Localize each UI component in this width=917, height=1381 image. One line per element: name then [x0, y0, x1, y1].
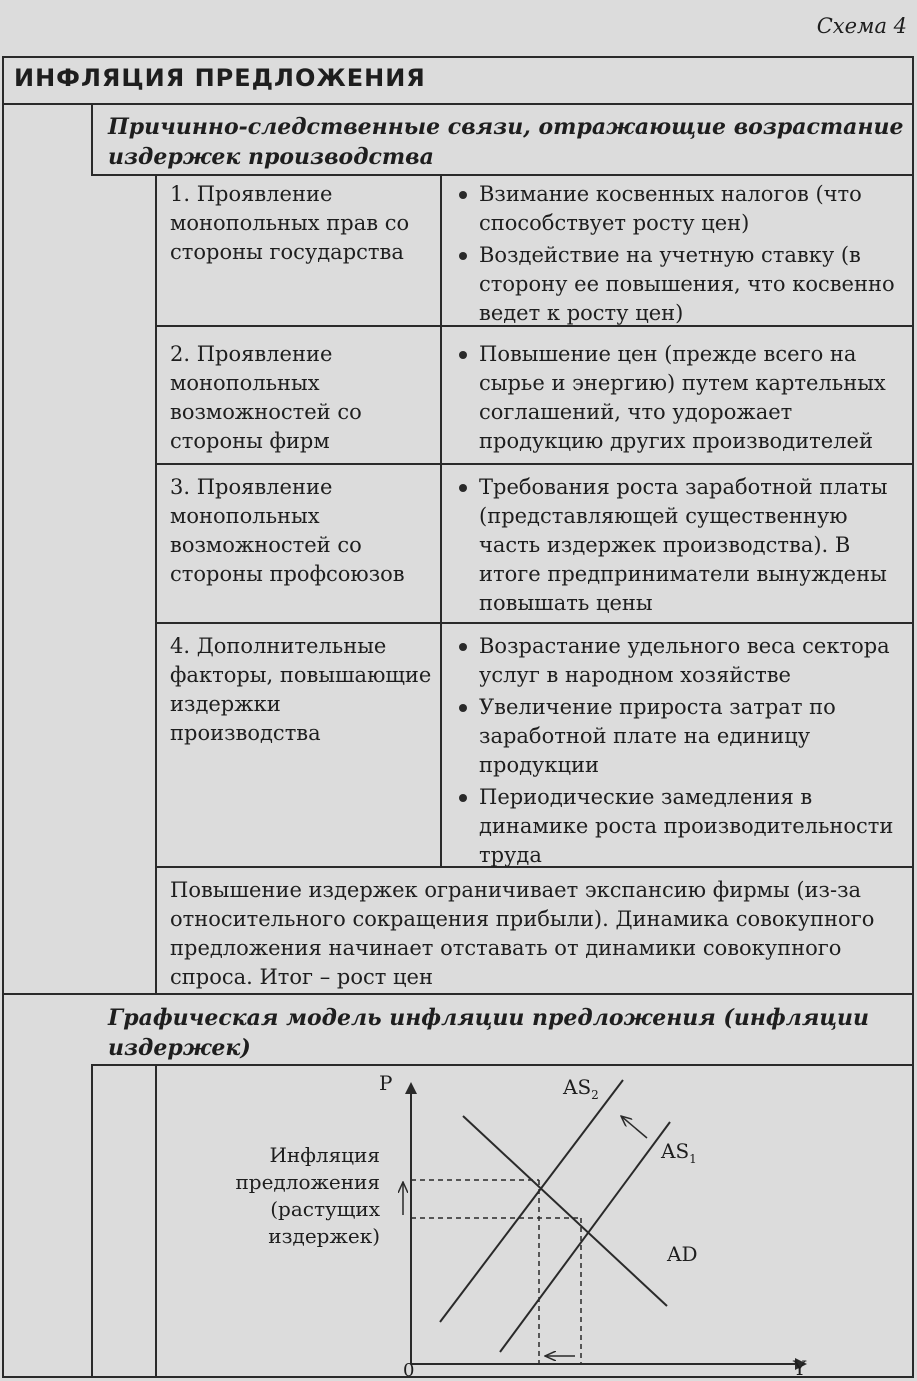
axis-label-p: P [379, 1071, 393, 1095]
supply-shift-arrow [621, 1116, 647, 1138]
divider-section1-left [91, 103, 93, 175]
graph-side-label: Инфляция предложения (растущих издержек) [235, 1143, 380, 1248]
row3-cause: 3. Проявление монопольных возможностей со стороны профсоюзов [170, 475, 405, 586]
row2-effects [455, 340, 905, 459]
divider-section2-bottom [91, 1064, 914, 1066]
row2-effect: Повышение цен (прежде всего на сырье и энергию) путем картельных соглашений, что удорожает продукцию других производителей [455, 340, 905, 456]
divider-graph-outer [91, 1064, 93, 1378]
divider-summary [2, 993, 914, 995]
summary-text: Повышение издержек ограничивает экспансию фирмы (из-за относительного сокращения прибыли). Динамика совокупного предложения начинает отставать от динамики совокупного спроса. Итог – рост цен [170, 878, 875, 989]
axis-label-y: Y [793, 1356, 807, 1380]
divider-table-middle [440, 174, 442, 867]
row4-effect: Возрастание удельного веса сектора услуг в народном хозяйстве [455, 632, 905, 690]
divider-graph-left [155, 1064, 157, 1378]
ad-curve [463, 1116, 667, 1306]
supply-inflation-graph [379, 1070, 815, 1381]
row3-effect: Требования роста заработной платы (представляющей существенную часть издержек производства). В итоге предприниматели вынуждены повышать цены [455, 473, 905, 618]
page-title: ИНФЛЯЦИЯ ПРЕДЛОЖЕНИЯ [14, 64, 426, 92]
section1-title: Причинно-следственные связи, отражающие возрастание издержек производства [108, 114, 904, 170]
row3-effects [455, 473, 905, 621]
row1-cause: 1. Проявление монопольных прав со стороны государства [170, 182, 410, 264]
as1-label: $AS_1$ [661, 1139, 697, 1166]
as2-label: $AS_2$ [563, 1075, 599, 1102]
row2-cause: 2. Проявление монопольных возможностей со стороны фирм [170, 342, 362, 453]
as2-curve [440, 1080, 623, 1322]
origin-label: 0 [403, 1360, 415, 1381]
row4-effect: Увеличение прироста затрат по заработной плате на единицу продукции [455, 693, 905, 780]
row4-effect: Периодические замедления в динамике роста производительности труда [455, 783, 905, 870]
row1-effects [455, 180, 905, 331]
divider-table-left [155, 174, 157, 994]
row1-effect: Воздействие на учетную ставку (в сторону ее повышения, что косвенно ведет к росту цен) [455, 241, 905, 328]
row1-effect: Взимание косвенных налогов (что способствует росту цен) [455, 180, 905, 238]
as1-curve [500, 1122, 670, 1352]
divider-row3 [155, 622, 914, 624]
ad-label: AD [667, 1242, 698, 1266]
divider-section1-bottom [91, 174, 914, 176]
divider-title [2, 103, 914, 105]
row4-effects [455, 632, 905, 873]
row4-cause: 4. Дополнительные факторы, повышающие издержки производства [170, 634, 432, 745]
divider-row2 [155, 463, 914, 465]
scheme-label: Схема 4 [816, 14, 907, 38]
section2-title: Графическая модель инфляции предложения (инфляции издержек) [108, 1005, 869, 1061]
